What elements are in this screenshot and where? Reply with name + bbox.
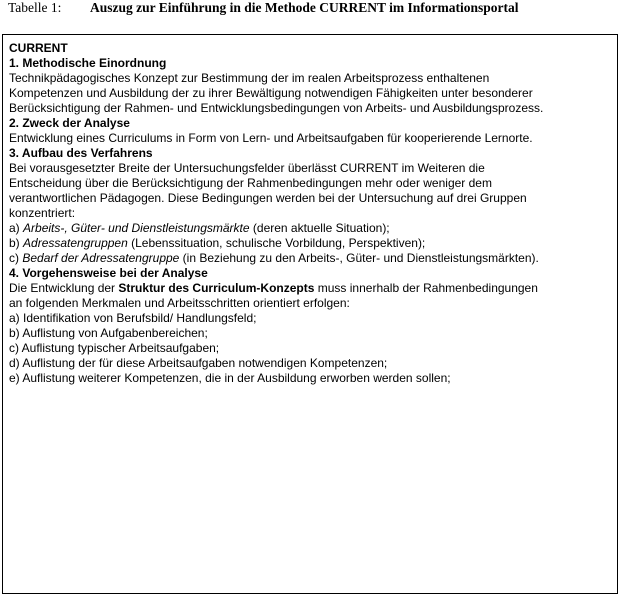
step-a: a) Identifikation von Berufsbild/ Handlungsfeld; xyxy=(9,311,257,325)
content-box xyxy=(2,34,618,594)
list-item-a xyxy=(9,221,613,236)
para-text: muss innerhalb der Rahmenbedingungen xyxy=(314,281,538,295)
box-heading: CURRENT xyxy=(9,41,68,55)
section-2-line: Entwicklung eines Curriculums in Form von Lern- und Arbeitsaufgaben für kooperierende Lernorte. xyxy=(9,131,533,145)
para-bold: Struktur des Curriculum-Konzepts xyxy=(118,281,315,295)
list-item-b xyxy=(9,236,613,251)
list-prefix: c) xyxy=(9,251,23,265)
list-emphasis: Adressatengruppen xyxy=(23,236,128,250)
table-caption xyxy=(8,0,519,16)
section-4-title: 4. Vorgehensweise bei der Analyse xyxy=(9,266,208,280)
section-4-line: an folgenden Merkmalen und Arbeitsschritten orientiert erfolgen: xyxy=(9,296,350,310)
caption-title: Auszug zur Einführung in die Methode CURRENT im Informationsportal xyxy=(90,0,519,15)
section-3-line: konzentriert: xyxy=(9,206,76,220)
list-emphasis: Arbeits-, Güter- und Dienstleistungsmärkte xyxy=(23,221,250,235)
para-text: Die Entwicklung der xyxy=(9,281,119,295)
step-c: c) Auflistung typischer Arbeitsaufgaben; xyxy=(9,341,220,355)
section-4-paragraph xyxy=(9,281,613,296)
section-3-line: verantwortlichen Pädagogen. Diese Bedingungen werden bei der Untersuchung auf drei Gruppen xyxy=(9,191,527,205)
step-b: b) Auflistung von Aufgabenbereichen; xyxy=(9,326,208,340)
section-1-title: 1. Methodische Einordnung xyxy=(9,56,167,70)
section-1-line: Technikpädagogisches Konzept zur Bestimmung der im realen Arbeitsprozess enthaltenen xyxy=(9,71,490,85)
list-prefix: b) xyxy=(9,236,24,250)
section-1-line: Kompetenzen und Ausbildung der zu ihrer Bewältigung notwendigen Fähigkeiten unter besonderer xyxy=(9,86,533,100)
list-rest: (in Beziehung zu den Arbeits-, Güter- und Dienstleistungsmärkten). xyxy=(179,251,539,265)
section-1-line: Berücksichtigung der Rahmen- und Entwicklungsbedingungen von Arbeits- und Ausbildungsprozess. xyxy=(9,101,544,115)
list-item-c xyxy=(9,251,613,266)
content-body xyxy=(9,41,613,386)
section-3-title: 3. Aufbau des Verfahrens xyxy=(9,146,153,160)
list-prefix: a) xyxy=(9,221,24,235)
section-3-line: Bei vorausgesetzter Breite der Untersuchungsfelder überlässt CURRENT im Weiteren die xyxy=(9,161,485,175)
list-rest: (Lebenssituation, schulische Vorbildung, Perspektiven); xyxy=(127,236,426,250)
list-rest: (deren aktuelle Situation); xyxy=(249,221,390,235)
step-d: d) Auflistung der für diese Arbeitsaufgaben notwendigen Kompetenzen; xyxy=(9,356,388,370)
step-e: e) Auflistung weiterer Kompetenzen, die in der Ausbildung erworben werden sollen; xyxy=(9,371,451,385)
list-emphasis: Bedarf der Adressatengruppe xyxy=(22,251,180,265)
caption-label: Tabelle 1: xyxy=(8,0,62,15)
section-2-title: 2. Zweck der Analyse xyxy=(9,116,130,130)
section-3-line: Entscheidung über die Berücksichtigung der Rahmenbedingungen mehr oder weniger dem xyxy=(9,176,492,190)
